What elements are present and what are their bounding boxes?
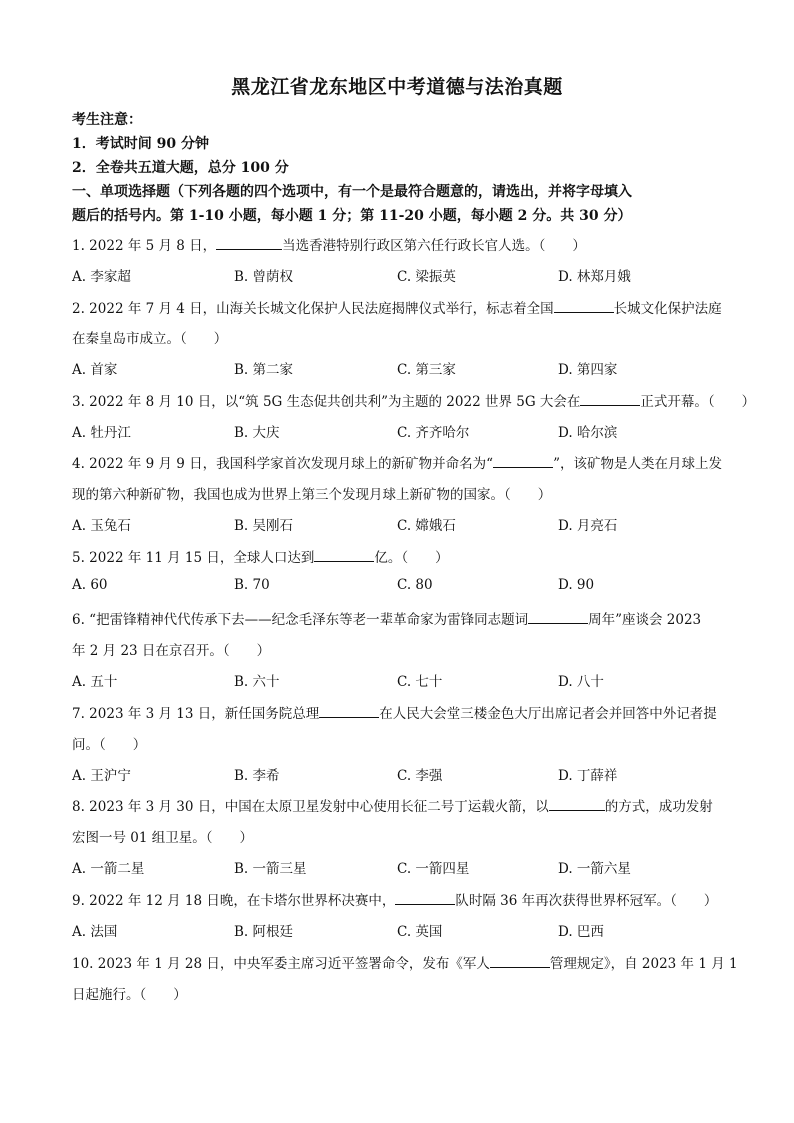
- option-b: B. 70: [234, 577, 270, 593]
- question-text: 3. 2022 年 8 月 10 日，以“筑 5G 生态促共创共利”为主题的 2022 世界 5G 大会在: [72, 394, 581, 410]
- answer-blank: [395, 892, 455, 905]
- option-b: B. 第二家: [234, 362, 294, 378]
- question-text: 亿。（ ）: [374, 550, 449, 566]
- option-a: A. 王沪宁: [72, 768, 131, 784]
- option-d: D. 90: [558, 577, 595, 593]
- option-b: B. 六十: [234, 674, 280, 690]
- question-text-cont: 问。（ ）: [72, 737, 147, 753]
- option-b: B. 大庆: [234, 425, 280, 441]
- option-d: D. 月亮石: [558, 518, 618, 534]
- question-text: 7. 2023 年 3 月 13 日，新任国务院总理: [72, 706, 320, 722]
- option-d: D. 第四家: [558, 362, 618, 378]
- option-b: B. 曾荫权: [234, 269, 294, 285]
- option-d: D. 巴西: [558, 924, 604, 940]
- question-text: 在人民大会堂三楼金色大厅出席记者会并回答中外记者提: [379, 706, 717, 722]
- option-c: C. 80: [397, 577, 433, 593]
- option-c: C. 梁振英: [397, 269, 456, 285]
- option-a: A. 五十: [72, 674, 118, 690]
- answer-blank: [528, 611, 588, 624]
- answer-blank: [554, 300, 614, 313]
- question-text: 5. 2022 年 11 月 15 日，全球人口达到: [72, 550, 315, 566]
- option-a: A. 李家超: [72, 269, 131, 285]
- question-text: 1. 2022 年 5 月 8 日，: [72, 238, 217, 254]
- option-d: D. 林郑月娥: [558, 269, 631, 285]
- option-a: A. 法国: [72, 924, 118, 940]
- question-text: 6. “把雷锋精神代代传承下去——纪念毛泽东等老一辈革命家为雷锋同志题词: [72, 612, 529, 628]
- answer-blank: [216, 237, 282, 250]
- answer-blank: [493, 455, 553, 468]
- option-a: A. 60: [72, 577, 108, 593]
- option-d: D. 丁薛祥: [558, 768, 618, 784]
- question-text: 2. 2022 年 7 月 4 日，山海关长城文化保护人民法庭揭牌仪式举行，标志着全国: [72, 301, 554, 317]
- answer-blank: [319, 705, 379, 718]
- section-heading: 一、单项选择题（下列各题的四个选项中，有一个是最符合题意的，请选出，并将字母填入: [72, 184, 632, 200]
- option-c: C. 第三家: [397, 362, 456, 378]
- option-b: B. 一箭三星: [234, 861, 307, 877]
- question-text: 长城文化保护法庭: [613, 301, 722, 317]
- question-text: 队时隔 36 年再次获得世界杯冠军。（ ）: [455, 893, 718, 909]
- option-b: B. 李希: [234, 768, 280, 784]
- option-a: A. 一箭二星: [72, 861, 145, 877]
- question-8: [72, 795, 732, 815]
- section-heading-cont: 题后的括号内。第 1-10 小题，每小题 1 分；第 11-20 小题，每小题 2 分。共 30 分）: [72, 208, 632, 224]
- option-a: A. 首家: [72, 362, 118, 378]
- question-text-cont: 在秦皇岛市成立。（ ）: [72, 331, 228, 347]
- answer-blank: [549, 798, 605, 811]
- question-text: ”，该矿物是人类在月球上发: [553, 456, 722, 472]
- option-d: D. 八十: [558, 674, 604, 690]
- answer-blank: [314, 549, 374, 562]
- question-text: 10. 2023 年 1 月 28 日，中央军委主席习近平签署命令，发布《军人: [72, 956, 490, 972]
- option-c: C. 一箭四星: [397, 861, 470, 877]
- notice-heading: 考生注意：: [72, 112, 142, 128]
- answer-blank: [580, 393, 640, 406]
- page-title: 黑龙江省龙东地区中考道德与法治真题: [231, 76, 563, 98]
- question-7: [72, 702, 732, 722]
- answer-blank: [490, 955, 550, 968]
- question-10: [72, 952, 738, 972]
- option-b: B. 阿根廷: [234, 924, 294, 940]
- question-text: 的方式，成功发射: [604, 799, 713, 815]
- question-text: 9. 2022 年 12 月 18 日晚，在卡塔尔世界杯决赛中，: [72, 893, 396, 909]
- question-3: [72, 390, 756, 410]
- option-c: C. 齐齐哈尔: [397, 425, 470, 441]
- option-c: C. 李强: [397, 768, 443, 784]
- question-text-cont: 宏图一号 01 组卫星。（ ）: [72, 830, 254, 846]
- question-text: 周年”座谈会 2023: [588, 612, 702, 628]
- option-a: A. 玉兔石: [72, 518, 131, 534]
- question-text-cont: 现的第六种新矿物，我国也成为世界上第三个发现月球上新矿物的国家。（ ）: [72, 487, 552, 503]
- question-text: 8. 2023 年 3 月 30 日，中国在太原卫星发射中心使用长征二号丁运载火箭，以: [72, 799, 549, 815]
- question-6: [72, 608, 732, 628]
- option-c: C. 七十: [397, 674, 443, 690]
- question-text-cont: 日起施行。（ ）: [72, 987, 187, 1003]
- option-d: D. 哈尔滨: [558, 425, 618, 441]
- notice-item: 1．考试时间 90 分钟: [72, 136, 209, 152]
- question-text: 管理规定》，自 2023 年 1 月 1: [549, 956, 738, 972]
- question-2: [72, 297, 732, 317]
- question-5: [72, 546, 732, 566]
- question-text: 当选香港特别行政区第六任行政长官人选。（ ）: [282, 238, 586, 254]
- question-text: 4. 2022 年 9 月 9 日，我国科学家首次发现月球上的新矿物并命名为“: [72, 456, 494, 472]
- question-9: [72, 889, 732, 909]
- option-c: C. 英国: [397, 924, 443, 940]
- question-4: [72, 452, 732, 472]
- option-b: B. 吴刚石: [234, 518, 294, 534]
- notice-item: 2．全卷共五道大题，总分 100 分: [72, 160, 289, 176]
- option-c: C. 嫦娥石: [397, 518, 456, 534]
- question-text: 正式开幕。（ ）: [640, 394, 756, 410]
- option-d: D. 一箭六星: [558, 861, 631, 877]
- option-a: A. 牡丹江: [72, 425, 131, 441]
- question-1: [72, 234, 732, 254]
- question-text-cont: 年 2 月 23 日在京召开。（ ）: [72, 643, 271, 659]
